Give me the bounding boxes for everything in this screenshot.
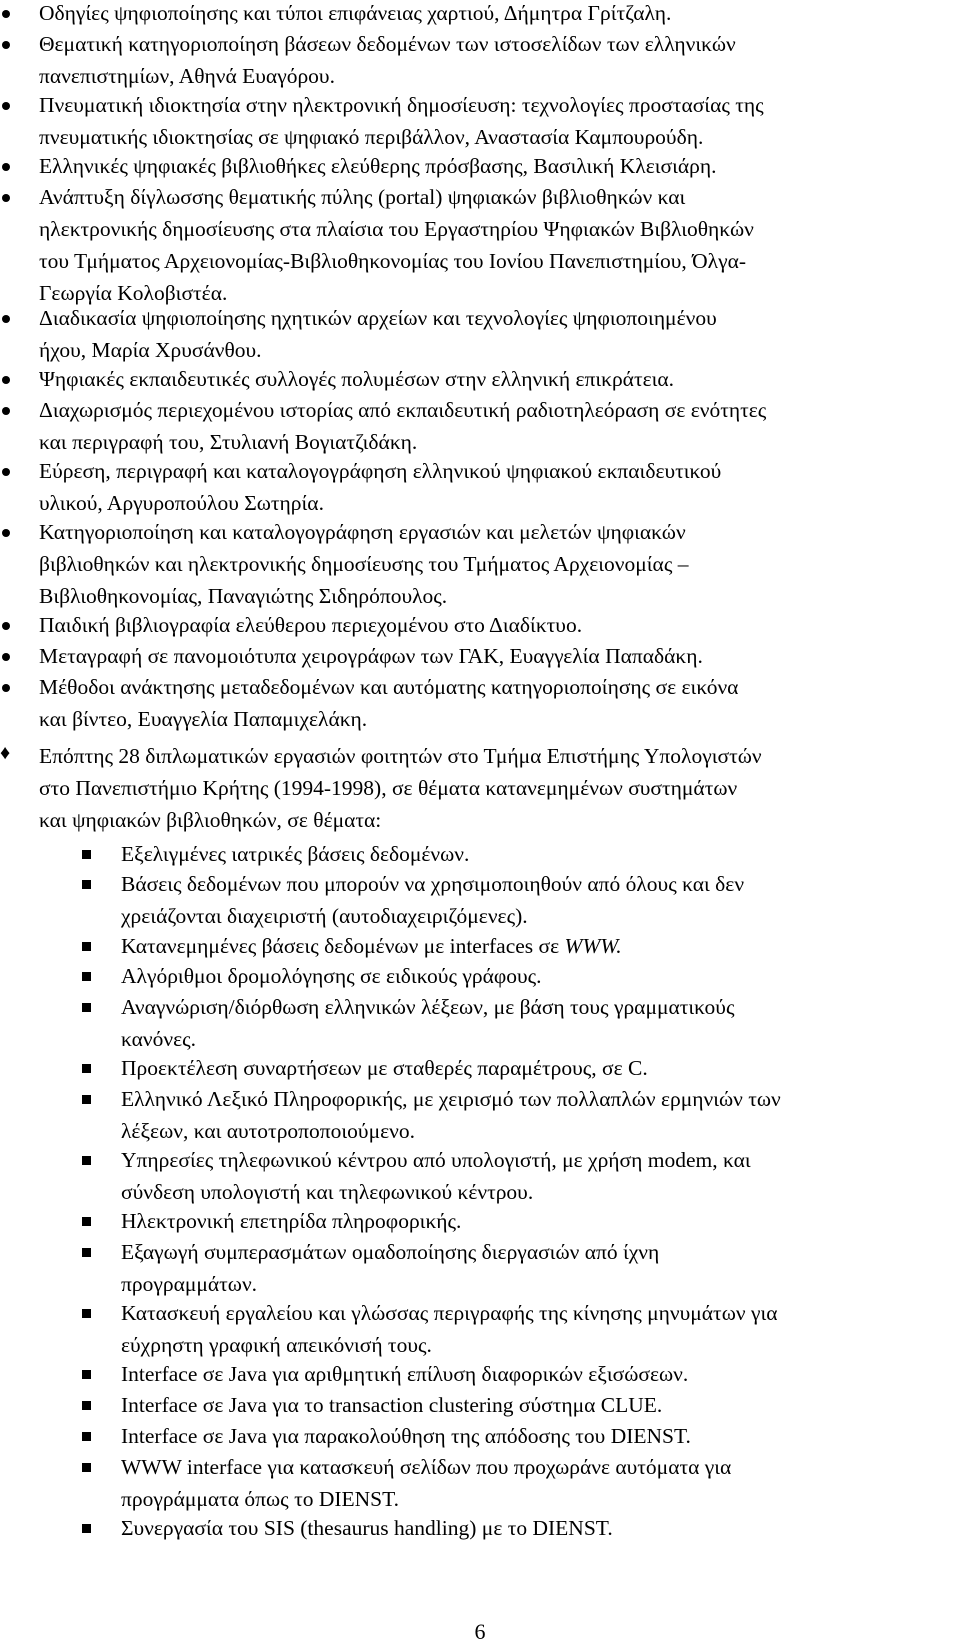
sub-list-item-text: Προεκτέλεση συναρτήσεων με σταθερές παραμέτρους, σε C. — [121, 1056, 648, 1080]
sub-list-item-text: Αλγόριθμοι δρομολόγησης σε ειδικούς γράφους. — [121, 964, 542, 988]
square-bullet-icon — [82, 1370, 91, 1379]
list-item-text: Ελληνικές ψηφιακές βιβλιοθήκες ελεύθερης πρόσβασης, Βασιλική Κλεισιάρη. — [39, 154, 717, 178]
list-item-text: Παιδική βιβλιογραφία ελεύθερου περιεχομένου στο Διαδίκτυο. — [39, 613, 583, 637]
square-bullet-icon — [82, 1309, 91, 1318]
bullet-icon — [2, 194, 10, 202]
bullet-icon — [2, 376, 10, 384]
sub-list-item-text: Κατασκευή εργαλείου και γλώσσας περιγραφής της κίνησης μηνυμάτων για εύχρηστη γραφική απεικόνισή τους. — [121, 1301, 778, 1357]
square-bullet-icon — [82, 1524, 91, 1533]
list-item-text: Διαδικασία ψηφιοποίησης ηχητικών αρχείων και τεχνολογίες ψηφιοποιημένου ήχου, Μαρία Χρυσάνθου. — [39, 306, 717, 362]
sub-list-item-text: Εξαγωγή συμπερασμάτων ομαδοποίησης διεργασιών από ίχνη προγραμμάτων. — [121, 1240, 660, 1296]
square-bullet-icon — [82, 1401, 91, 1410]
bullet-icon — [2, 102, 10, 110]
sub-list-item-text: Βάσεις δεδομένων που μπορούν να χρησιμοποιηθούν από όλους και δεν χρειάζονται διαχειριστή (αυτοδιαχειριζόμενες). — [121, 872, 745, 928]
sub-list-item-text: Ηλεκτρονική επετηρίδα πληροφορικής. — [121, 1209, 462, 1233]
sub-list-item-text: WWW interface για κατασκευή σελίδων που προχωράνε αυτόματα για προγράμματα όπως το DIENST. — [121, 1455, 732, 1511]
square-bullet-icon — [82, 880, 91, 889]
sub-list-item-text: Συνεργασία του SIS (thesaurus handling) με το DIENST. — [121, 1516, 613, 1540]
bullet-icon — [2, 684, 10, 692]
bullet-icon — [2, 653, 10, 661]
bullet-icon — [2, 407, 10, 415]
square-bullet-icon — [82, 1248, 91, 1257]
square-bullet-icon — [82, 1156, 91, 1165]
list-item-text: Θεματική κατηγοριοποίηση βάσεων δεδομένων των ιστοσελίδων των ελληνικών πανεπιστημίων, Αθηνά Ευαγόρου. — [39, 32, 736, 88]
diamond-bullet-icon: ♦ — [0, 742, 11, 764]
square-bullet-icon — [82, 850, 91, 859]
square-bullet-icon — [82, 1064, 91, 1073]
sub-list-item-text: Αναγνώριση/διόρθωση ελληνικών λέξεων, με βάση τους γραμματικούς κανόνες. — [121, 995, 735, 1051]
bullet-icon — [2, 529, 10, 537]
supervision-text: Επόπτης 28 διπλωματικών εργασιών φοιτητών στο Τμήμα Επιστήμης Υπολογιστών στο Πανεπιστήμιο Κρήτης (1994-1998), σε θέματα κατανεμημένων συστημάτων και ψηφιακών βιβλιοθηκών, σε θέματα: — [39, 744, 762, 832]
bullet-icon — [2, 622, 10, 630]
sub-list-item-text: Interface σε Java για αριθμητική επίλυση διαφορικών εξισώσεων. — [121, 1362, 689, 1386]
bullet-icon — [2, 315, 10, 323]
list-item-text: Διαχωρισμός περιεχομένου ιστορίας από εκπαιδευτική ραδιοτηλεόραση σε ενότητες και περιγραφή του, Στυλιανή Βογιατζιδάκη. — [39, 398, 767, 454]
list-item-text: Ανάπτυξη δίγλωσσης θεματικής πύλης (portal) ψηφιακών βιβλιοθηκών και ηλεκτρονικής δημοσίευσης στα πλαίσια του Εργαστηρίου Ψηφιακών Βιβλιοθηκών του Τμήματος Αρχειονομίας-Βιβλιοθηκονομίας του Ιονίου Πανεπιστημίου, Όλγα- Γεωργία Κολοβιστέα. — [39, 185, 754, 305]
square-bullet-icon — [82, 1003, 91, 1012]
square-bullet-icon — [82, 972, 91, 981]
bullet-icon — [2, 468, 10, 476]
square-bullet-icon — [82, 1217, 91, 1226]
square-bullet-icon — [82, 1095, 91, 1104]
page-number: 6 — [474, 1619, 486, 1644]
sub-list-item-text: Υπηρεσίες τηλεφωνικού κέντρου από υπολογιστή, με χρήση modem, και σύνδεση υπολογιστή και τηλεφωνικού κέντρου. — [121, 1148, 751, 1204]
square-bullet-icon — [82, 1432, 91, 1441]
bullet-icon — [2, 10, 10, 18]
list-item-text: Ψηφιακές εκπαιδευτικές συλλογές πολυμέσων στην ελληνική επικράτεια. — [39, 367, 675, 391]
sub-list-item-text: Ελληνικό Λεξικό Πληροφορικής, με χειρισμό των πολλαπλών ερμηνιών των λέξεων, και αυτοτροποποιούμενο. — [121, 1087, 781, 1143]
sub-list-item-text: Interface σε Java για παρακολούθηση της απόδοσης του DIENST. — [121, 1424, 691, 1448]
list-item-text: Πνευματική ιδιοκτησία στην ηλεκτρονική δημοσίευση: τεχνολογίες προστασίας της πνευματικής ιδιοκτησίας σε ψηφιακό περιβάλλον, Αναστασία Καμπουρούδη. — [39, 93, 764, 149]
sub-list-item-text-main: Κατανεμημένες βάσεις δεδομένων με interfaces σε — [121, 934, 565, 958]
list-item-text: Μέθοδοι ανάκτησης μεταδεδομένων και αυτόματης κατηγοριοποίησης σε εικόνα και βίντεο, Ευαγγελία Παπαμιχελάκη. — [39, 675, 739, 731]
bullet-icon — [2, 163, 10, 171]
square-bullet-icon — [82, 942, 91, 951]
sub-list-item-text: Εξελιγμένες ιατρικές βάσεις δεδομένων. — [121, 842, 470, 866]
list-item-text: Κατηγοριοποίηση και καταλογογράφηση εργασιών και μελετών ψηφιακών βιβλιοθηκών και ηλεκτρονικής δημοσίευσης του Τμήματος Αρχειονομίας – Βιβλιοθηκονομίας, Παναγιώτης Σιδηρόπουλος. — [39, 520, 689, 608]
list-item-text: Οδηγίες ψηφιοποίησης και τύποι επιφάνειας χαρτιού, Δήμητρα Γρίτζαλη. — [39, 1, 672, 25]
list-item-text: Μεταγραφή σε πανομοιότυπα χειρογράφων των ΓΑΚ, Ευαγγελία Παπαδάκη. — [39, 644, 703, 668]
square-bullet-icon — [82, 1463, 91, 1472]
sub-list-item-text — [121, 930, 952, 962]
sub-list-item-text-italic: WWW. — [564, 934, 622, 958]
bullet-icon — [2, 41, 10, 49]
sub-list-item-text: Interface σε Java για το transaction clustering σύστημα CLUE. — [121, 1393, 663, 1417]
list-item-text: Εύρεση, περιγραφή και καταλογογράφηση ελληνικού ψηφιακού εκπαιδευτικού υλικού, Αργυροπούλου Σωτηρία. — [39, 459, 722, 515]
